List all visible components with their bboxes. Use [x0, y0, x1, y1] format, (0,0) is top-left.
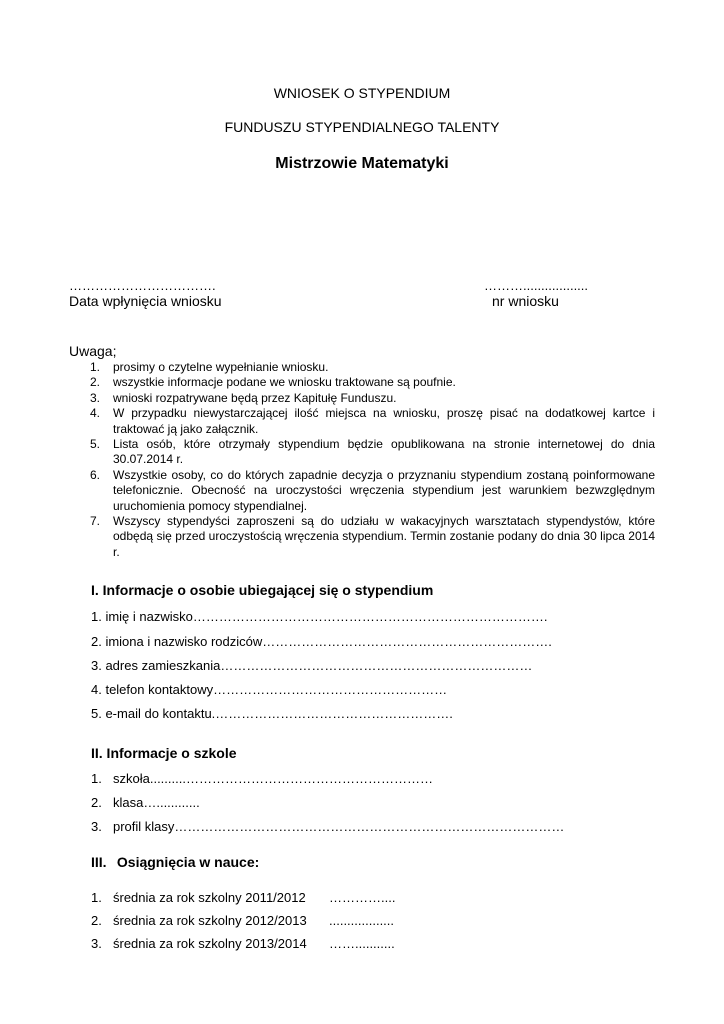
note-text: wnioski rozpatrywane będą przez Kapitułę Funduszu. [113, 390, 397, 405]
field-number: 3. [91, 819, 102, 834]
note-number: 5. [90, 437, 101, 452]
home-address-field[interactable]: 3. adres zamieszkania……………………………………………………………… [91, 658, 533, 673]
note-number: 4. [90, 406, 101, 421]
note-text: W przypadku niewystarczającej ilość miejsca na wniosku, proszę pisać na dodatkowej kartce i traktować ją jako załącznik. [113, 406, 655, 436]
note-item [90, 360, 655, 375]
application-number-label: nr wniosku [492, 293, 559, 309]
field-number: 2. [91, 795, 102, 810]
contact-email-field[interactable]: 5. e-mail do kontaktu.………………………………………………. [91, 706, 453, 721]
field-number: 2. [91, 913, 102, 928]
application-number-field[interactable]: ……….................. [484, 278, 589, 293]
parents-names-field[interactable]: 2. imiona i nazwisko rodziców…………………………………………………………. [91, 634, 552, 649]
note-item [90, 437, 655, 468]
average-2012-2013-field[interactable]: .................. [329, 913, 395, 928]
school-field-text: szkoła..........………………………………………………… [113, 771, 433, 786]
school-field[interactable] [91, 771, 433, 786]
section-personal-info-heading: I. Informacje o osobie ubiegającej się o stypendium [91, 582, 434, 598]
note-text: prosimy o czytelne wypełnianie wniosku. [113, 360, 329, 374]
section-school-info-heading: II. Informacje o szkole [91, 745, 237, 761]
contact-phone-field[interactable]: 4. telefon kontaktowy……………………………………………… [91, 682, 448, 697]
note-item [90, 390, 655, 406]
section-achievements-title: Osiągnięcia w nauce: [116, 854, 260, 870]
note-number: 6. [90, 467, 101, 482]
receipt-date-field[interactable]: ……………………………. [69, 278, 216, 293]
section-roman-numeral: III. [91, 854, 107, 870]
note-item [90, 406, 655, 437]
average-2011-2012-field[interactable]: ………….... [329, 890, 396, 905]
average-label-text: średnia za rok szkolny 2011/2012 [113, 890, 306, 905]
average-label-text: średnia za rok szkolny 2013/2014 [113, 936, 307, 951]
form-title: WNIOSEK O STYPENDIUM [273, 85, 451, 101]
note-text: Lista osób, które otrzymały stypendium będzie opublikowana na stronie internetowej do dnia 30.07.2014 r. [113, 437, 655, 467]
note-text: Wszystkie osoby, co do których zapadnie decyzja o przyznaniu stypendium zostaną poinformowane telefonicznie. Obecność na uroczystości wręczenia stypendium jest warunkiem bezwzględnym uruchomienia pomocy stypendialnej. [113, 467, 655, 513]
note-text: Wszyscy stypendyści zaproszeni są do udziału w wakacyjnych warsztatach stypendystów, które odbędą się przed uroczystością wręczenia stypendium. Termin zostanie podany do dnia 30 lipca 2014 r. [113, 514, 655, 559]
field-number: 3. [91, 936, 102, 951]
class-profile-field-text: profil klasy……………………………………………………………………………… [113, 819, 565, 834]
note-item [90, 467, 655, 514]
notes-list [90, 360, 655, 560]
note-number: 7. [90, 514, 101, 529]
class-field-text: klasa…............ [113, 795, 200, 810]
note-number: 1. [90, 360, 101, 374]
average-label-text: średnia za rok szkolny 2012/2013 [113, 913, 307, 928]
class-profile-field[interactable] [91, 819, 564, 834]
full-name-field[interactable]: 1. imię i nazwisko………………………………………………………………………. [91, 609, 548, 624]
program-name: Mistrzowie Matematyki [275, 155, 449, 172]
average-2013-2014-label [91, 936, 307, 951]
note-item [90, 375, 655, 390]
section-achievements-heading [91, 854, 259, 870]
field-number: 1. [91, 890, 102, 905]
average-2011-2012-label [91, 890, 306, 905]
class-field[interactable] [91, 795, 200, 810]
note-number: 3. [90, 390, 101, 405]
notes-heading: Uwaga; [69, 343, 117, 359]
note-number: 2. [90, 375, 101, 390]
average-2012-2013-label [91, 913, 307, 928]
fund-name: FUNDUSZU STYPENDIALNEGO TALENTY [224, 119, 500, 135]
average-2013-2014-field[interactable]: ……........... [329, 936, 395, 951]
note-text: wszystkie informacje podane we wniosku traktowane są poufnie. [113, 375, 456, 390]
note-item [90, 514, 655, 560]
receipt-date-label: Data wpłynięcia wniosku [69, 293, 222, 309]
field-number: 1. [91, 771, 102, 786]
